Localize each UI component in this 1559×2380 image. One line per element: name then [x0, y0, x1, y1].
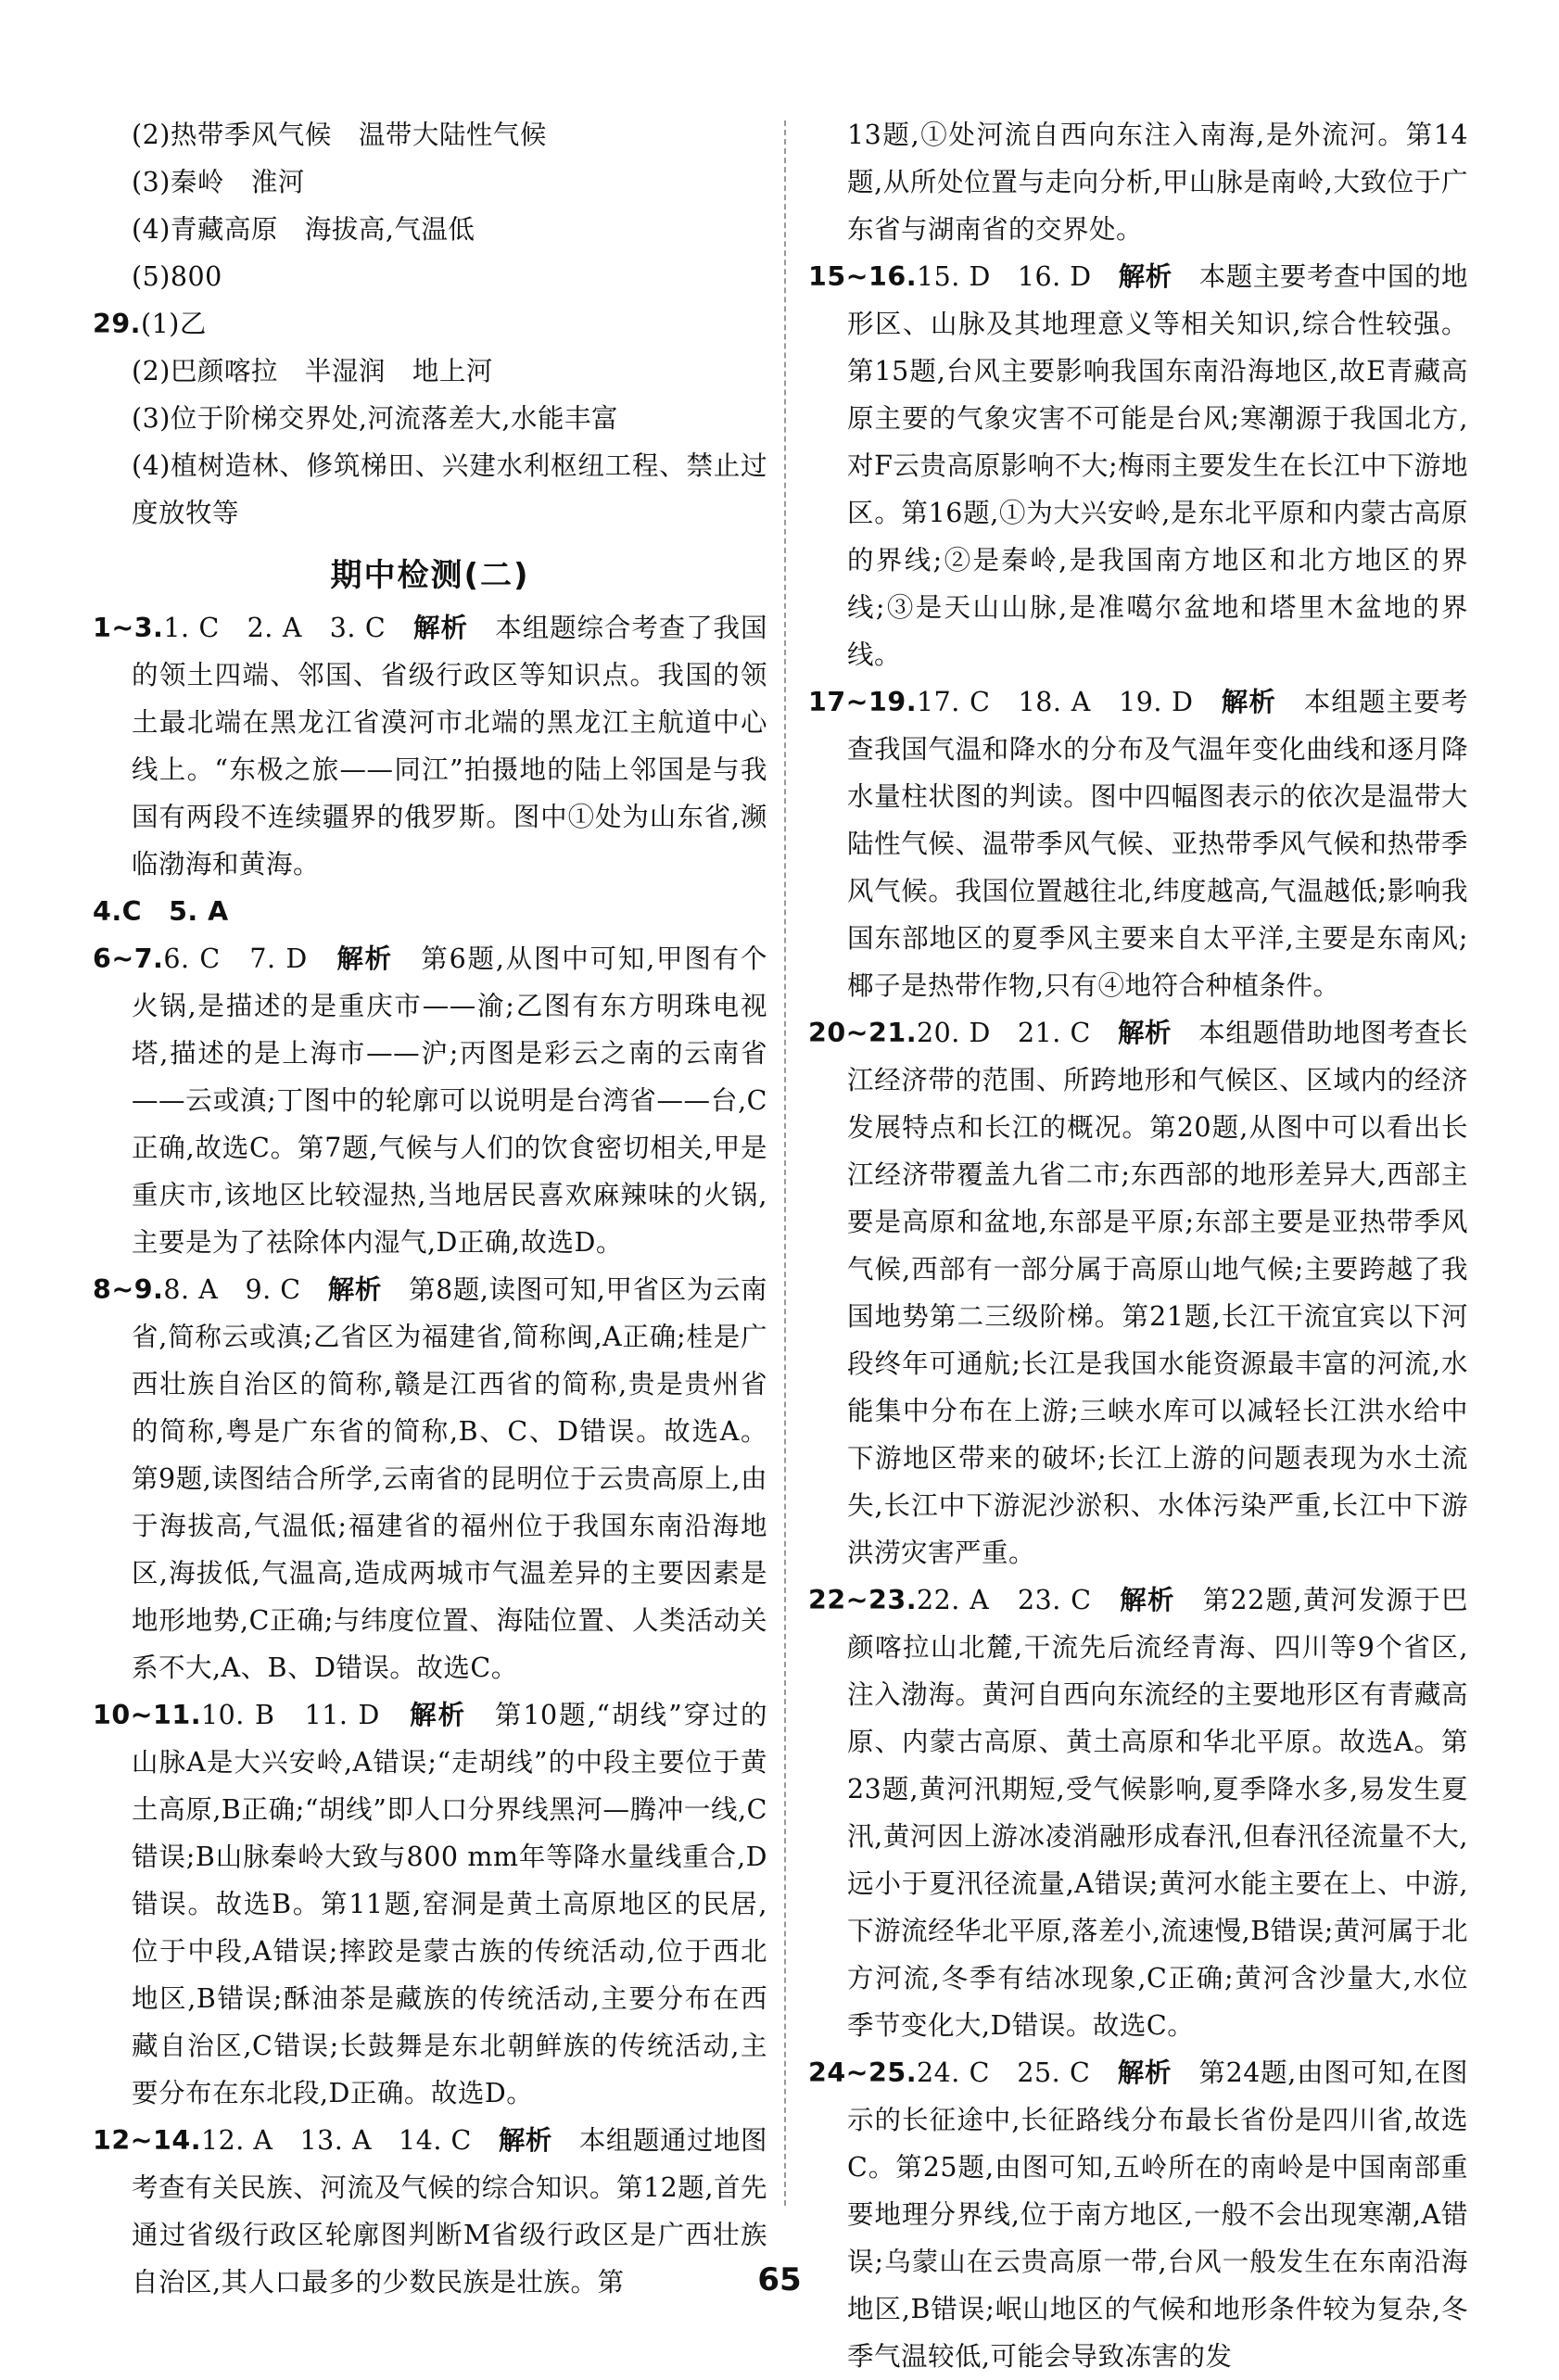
analysis-label: 解析	[498, 2125, 552, 2156]
section-title: 期中检测(二)	[330, 557, 530, 594]
continued-analysis: 13题,①处河流自西向东注入南海,是外流河。第14题,从所处位置与走向分析,甲山脉是南岭,大致位于广东省与湖南省的交界处。	[847, 120, 1468, 245]
question-block-10-11	[93, 1691, 767, 2117]
analysis-label: 解析	[1118, 261, 1172, 292]
analysis-text: 本组题综合考查了我国的领土四端、邻国、省级行政区等知识点。我国的领土最北端在黑龙江省漠河市北端的黑龙江主航道中心线上。“东极之旅——同江”拍摄地的陆上邻国是与我国有两段不连续疆界的俄罗斯。图中①处为山东省,濒临渤海和黄海。	[132, 613, 767, 880]
answer-text: (4)植树造林、修筑梯田、兴建水利枢纽工程、禁止过度放牧等	[132, 450, 767, 528]
question-number: 10~11.	[93, 1700, 202, 1730]
analysis-text: 第6题,从图中可知,甲图有个火锅,是描述的是重庆市——渝;乙图有东方明珠电视塔,描述的是上海市——沪;丙图是彩云之南的云南省——云或滇;丁图中的轮廓可以说明是台湾省——台,C正确,故选C。第7题,气候与人们的饮食密切相关,甲是重庆市,该地区比较湿热,当地居民喜欢麻辣味的火锅,主要是为了祛除体内湿气,D正确,故选D。	[132, 943, 767, 1258]
analysis-label: 解析	[1221, 687, 1277, 717]
answer-line: (5)800	[132, 261, 222, 292]
left-column	[93, 111, 767, 2306]
answer-line: (4)青藏高原 海拔高,气温低	[132, 214, 475, 245]
analysis-label: 解析	[410, 1700, 467, 1730]
question-block-20-21	[808, 1009, 1468, 1576]
question-number: 6~7.	[93, 943, 164, 974]
analysis-label: 解析	[327, 1274, 382, 1305]
analysis-text: 本组题借助地图考查长江经济带的范围、所跨地形和气候区、区域内的经济发展特点和长江的概况。第20题,从图中可以看出长江经济带覆盖九省二市;东西部的地形差异大,西部主要是高原和盆地,东部是平原;东部主要是亚热带季风气候,西部有一部分属于高原山地气候;主要跨越了我国地势第二三级阶梯。第21题,长江干流宜宾以下河段终年可通航;长江是我国水能资源最丰富的河流,水能集中分布在上游;三峡水库可以减轻长江洪水给中下游地区带来的破坏;长江上游的问题表现为水土流失,长江中下游泥沙淤积、水体污染严重,长江中下游洪涝灾害严重。	[847, 1018, 1468, 1568]
analysis-text: 第10题,“胡线”穿过的山脉A是大兴安岭,A错误;“走胡线”的中段主要位于黄土高原,B正确;“胡线”即人口分界线黑河—腾冲一线,C错误;B山脉秦岭大致与800 mm年等降水量线重合,D错误。故选B。第11题,窑洞是黄土高原地区的民居,位于中段,A错误;摔跤是蒙古族的传统活动,位于西北地区,B错误;酥油茶是藏族的传统活动,主要分布在西藏自治区,C错误;长鼓舞是东北朝鲜族的传统活动,主要分布在东北段,D正确。故选D。	[132, 1700, 767, 2108]
answers: 15. D 16. D	[917, 261, 1092, 292]
question-block-15-16	[808, 253, 1468, 678]
question-number: 24~25.	[808, 2057, 918, 2088]
analysis-label: 解析	[1117, 2057, 1172, 2088]
answer-line: (3)秦岭 淮河	[132, 167, 305, 197]
analysis-text: 本题主要考查中国的地形区、山脉及其地理意义等相关知识,综合性较强。第15题,台风主要影响我国东南沿海地区,故E青藏高原主要的气象灾害不可能是台风;寒潮源于我国北方,对F云贵高原影响不大;梅雨主要发生在长江中下游地区。第16题,①为大兴安岭,是东北平原和内蒙古高原的界线;②是秦岭,是我国南方地区和北方地区的界线;③是天山山脉,是准噶尔盆地和塔里木盆地的界线。	[847, 261, 1468, 670]
question-number: 4.	[93, 896, 122, 927]
analysis-text: 第22题,黄河发源于巴颜喀拉山北麓,干流先后流经青海、四川等9个省区,注入渤海。黄河自西向东流经的主要地形区有青藏高原、内蒙古高原、黄土高原和华北平原。故选A。第23题,黄河汛期短,受气候影响,夏季降水多,易发生夏汛,黄河因上游冰凌消融形成春汛,但春汛径流量不大,远小于夏汛径流量,A错误;黄河水能主要在上、中游,下游流经华北平原,落差小,流速慢,B错误;黄河属于北方河流,冬季有结冰现象,C正确;黄河含沙量大,水位季节变化大,D错误。故选C。	[847, 1585, 1468, 2041]
right-column	[808, 111, 1468, 2380]
analysis-label: 解析	[336, 943, 393, 974]
question-number: 22~23.	[808, 1585, 918, 1615]
question-number: 1~3.	[93, 613, 164, 643]
question-block-8-9	[93, 1266, 767, 1691]
analysis-label: 解析	[1117, 1018, 1172, 1048]
answer-line	[93, 442, 767, 537]
analysis-label: 解析	[1120, 1585, 1175, 1615]
question-block-17-19	[808, 678, 1468, 1009]
question-number: 15~16.	[808, 261, 918, 292]
answers: 24. C 25. C	[917, 2057, 1091, 2088]
analysis-label: 解析	[413, 613, 468, 643]
answers: 12. A 13. A 14. C	[201, 2125, 472, 2156]
answers: 6. C 7. D	[163, 943, 308, 974]
answer-line: (2)热带季风气候 温带大陆性气候	[132, 120, 547, 150]
question-block-24-25	[808, 2049, 1468, 2380]
answers: C 5. A	[121, 896, 229, 927]
question-number: 20~21.	[808, 1018, 918, 1048]
question-29-first-line	[93, 300, 767, 348]
answers: 10. B 11. D	[201, 1700, 380, 1730]
analysis-text: 本组题主要考查我国气温和降水的分布及气温年变化曲线和逐月降水量柱状图的判读。图中四幅图表示的依次是温带大陆性气候、温带季风气候、亚热带季风气候和热带季风气候。我国位置越往北,纬度越高,气温越低;影响我国东部地区的夏季风主要来自太平洋,主要是东南风;椰子是热带作物,只有④地符合种植条件。	[847, 687, 1468, 1001]
question-block-6-7	[93, 935, 767, 1266]
column-divider	[784, 120, 786, 2206]
answer-line: (2)巴颜喀拉 半湿润 地上河	[132, 356, 493, 386]
answers: 17. C 18. A 19. D	[917, 687, 1194, 717]
question-number: 12~14.	[93, 2125, 202, 2156]
answers: 20. D 21. C	[917, 1018, 1091, 1048]
question-block-22-23	[808, 1576, 1468, 2049]
page-number: 65	[757, 2261, 802, 2298]
answers: 1. C 2. A 3. C	[163, 613, 387, 643]
answer-line: (1)乙	[141, 309, 207, 339]
analysis-text: 本组题通过地图考查有关民族、河流及气候的综合知识。第12题,首先通过省级行政区轮廓图判断M省级行政区是广西壮族自治区,其人口最多的少数民族是壮族。第	[132, 2125, 767, 2298]
answers: 8. A 9. C	[163, 1274, 301, 1305]
answers: 22. A 23. C	[917, 1585, 1092, 1615]
question-number: 17~19.	[808, 687, 918, 717]
question-block-1-3	[93, 604, 767, 888]
question-number: 8~9.	[93, 1274, 164, 1305]
answer-line: (3)位于阶梯交界处,河流落差大,水能丰富	[132, 403, 618, 434]
analysis-text: 第24题,由图可知,在图示的长征途中,长征路线分布最长省份是四川省,故选C。第25题,由图可知,五岭所在的南岭是中国南部重要地理分界线,位于南方地区,一般不会出现寒潮,A错误;乌蒙山在云贵高原一带,台风一般发生在东南沿海地区,B错误;岷山地区的气候和地形条件较为复杂,冬季气温较低,可能会导致冻害的发	[847, 2057, 1468, 2372]
analysis-text: 第8题,读图可知,甲省区为云南省,简称云或滇;乙省区为福建省,简称闽,A正确;桂是广西壮族自治区的简称,赣是江西省的简称,贵是贵州省的简称,粤是广东省的简称,B、C、D错误。故选A。第9题,读图结合所学,云南省的昆明位于云贵高原上,由于海拔高,气温低;福建省的福州位于我国东南沿海地区,海拔低,气温高,造成两城市气温差异的主要因素是地形地势,C正确;与纬度位置、海陆位置、人类活动关系不大,A、B、D错误。故选C。	[132, 1274, 767, 1683]
question-number: 29.	[93, 309, 141, 339]
question-block-4-5	[93, 888, 767, 935]
